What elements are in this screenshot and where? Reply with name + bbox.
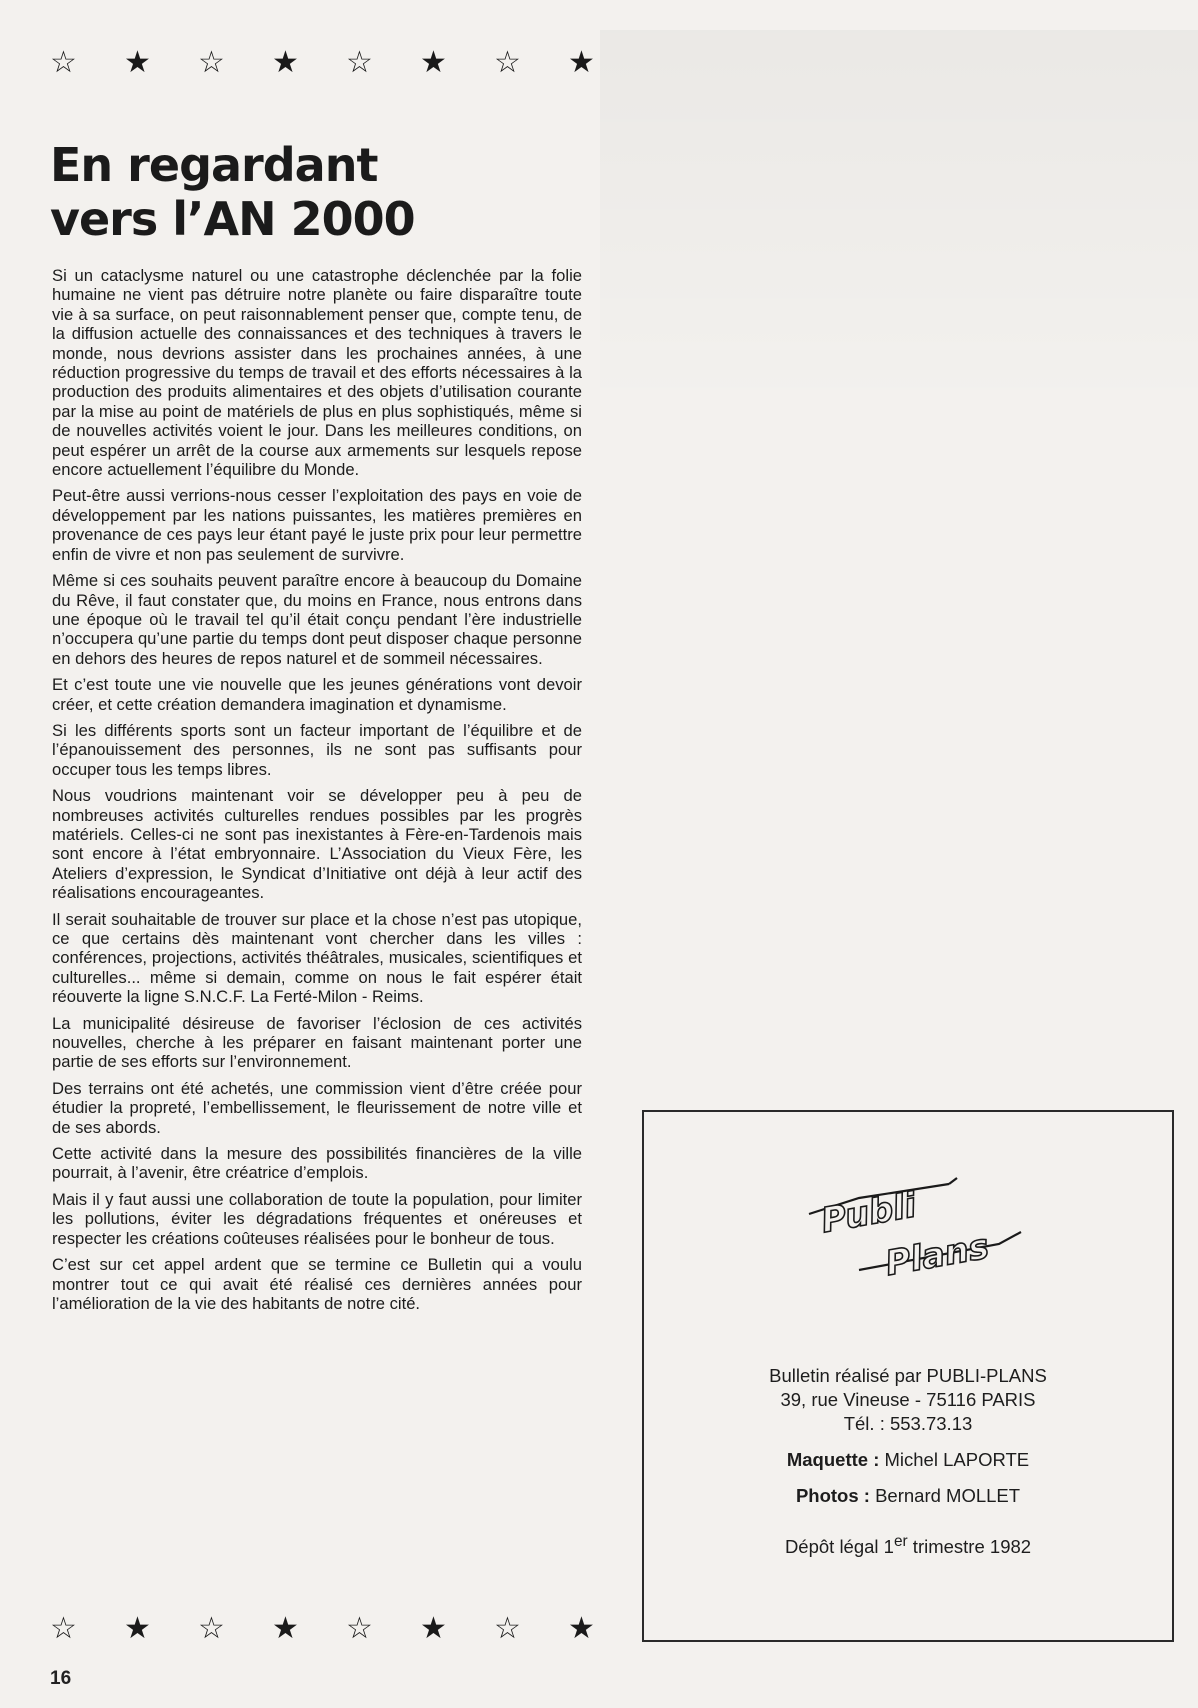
bottom-star-row: [50, 1611, 642, 1646]
star-outline-icon: ☆: [346, 45, 373, 80]
legal-text-end: trimestre 1982: [907, 1536, 1032, 1558]
page-number: 16: [50, 1668, 72, 1689]
star-filled-icon: ★: [420, 45, 447, 80]
article-paragraph: Des terrains ont été achetés, une commission vient d’être créée pour étudier la propreté, l’embellissement, le fleurissement de notre ville et de ses abords.: [52, 1078, 582, 1137]
star-outline-icon: ☆: [50, 45, 77, 80]
credits-box: [642, 1110, 1174, 1642]
star-outline-icon: ☆: [494, 1611, 521, 1646]
article-paragraph: Mais il y faut aussi une collaboration de toute la population, pour limiter les pollutions, éviter les dégradations fréquentes et onéreuses et respecter les créations coûteuses réalisées pour le bonheur de tous.: [52, 1189, 582, 1248]
star-filled-icon: ★: [272, 45, 299, 80]
show-through-shadow: [600, 30, 1198, 410]
star-filled-icon: ★: [124, 1611, 151, 1646]
logo-word-publi: Publi: [818, 1185, 920, 1242]
article-title: [50, 138, 610, 246]
article-paragraph: Et c’est toute une vie nouvelle que les jeunes générations vont devoir créer, et cette création demandera imagination et dynamisme.: [52, 675, 582, 714]
credits-text: [644, 1364, 1172, 1559]
article-paragraph: C’est sur cet appel ardent que se termine ce Bulletin qui a voulu montrer tout ce qui avait été réalisé ces dernières années pour l’amélioration de la vie des habitants de notre cité.: [52, 1255, 582, 1313]
article-body: [52, 266, 582, 1320]
star-filled-icon: ★: [124, 45, 151, 80]
article-title-line-1: En regardant: [50, 138, 378, 192]
credits-line-phone: Tél. : 553.73.13: [843, 1413, 973, 1434]
star-filled-icon: ★: [568, 45, 595, 80]
credits-line-address: 39, rue Vineuse - 75116 PARIS: [780, 1389, 1036, 1410]
article-paragraph: La municipalité désireuse de favoriser l’éclosion de ces activités nouvelles, cherche à les préparer en faisant maintenant porter une partie de ses efforts sur l’environnement.: [52, 1013, 582, 1072]
star-outline-icon: ☆: [198, 1611, 225, 1646]
credits-maquette: [644, 1448, 1172, 1472]
star-outline-icon: ☆: [198, 45, 225, 80]
star-filled-icon: ★: [568, 1611, 595, 1646]
article-paragraph: Si les différents sports sont un facteur important de l’équilibre et de l’épanouissement des personnes, ils ne sont pas suffisants pour occuper tous les temps libres.: [52, 720, 582, 779]
star-filled-icon: ★: [272, 1611, 299, 1646]
star-outline-icon: ☆: [494, 45, 521, 80]
legal-ordinal: er: [893, 1533, 908, 1550]
article-paragraph: Si un cataclysme naturel ou une catastrophe déclenchée par la folie humaine ne vient pas détruire notre planète ou faire disparaître toute vie à sa surface, on peut raisonnablement penser que, compte tenu, de la diffusion actuelle des connaissances et des techniques à travers le monde, nous devrions assister dans les prochaines années, à une réduction progressive du temps de travail et des efforts nécessaires à la production des produits alimentaires et des objets d’utilisation courante par la mise au point de matériels de plus en plus sophistiqués, même si de nouvelles activités voient le jour. Dans les meilleures conditions, on peut espérer un arrêt de la course aux armements sur lesquels repose encore actuellement l’équilibre du Monde.: [52, 266, 582, 480]
credits-photos: [644, 1484, 1172, 1508]
credits-legal-deposit: [644, 1530, 1172, 1559]
article-paragraph: Cette activité dans la mesure des possibilités financières de la ville pourrait, à l’avenir, être créatrice d’emplois.: [52, 1144, 582, 1183]
article-paragraph: Nous voudrions maintenant voir se développer peu à peu de nombreuses activités culturelles rendues possibles par les progrès matériels. Celles-ci ne sont pas inexistantes à Fère-en-Tardenois mais sont encore à l’état embryonnaire. L’Association du Vieux Fère, les Ateliers d’expression, le Syndicat d’Initiative ont déjà à leur actif des réalisations encourageantes.: [52, 786, 582, 903]
credits-maquette-label: Maquette :: [786, 1449, 880, 1470]
star-outline-icon: ☆: [346, 1611, 373, 1646]
article-title-line-2: vers l’AN 2000: [50, 192, 415, 246]
article-paragraph: Il serait souhaitable de trouver sur place et la chose n’est pas utopique, ce que certains dès maintenant vont chercher dans les villes : conférences, projections, activités théâtrales, musicales, scientifiques et culturelles... même si demain, comme on nous le fait espérer était réouverte la ligne S.N.C.F. La Ferté-Milon - Reims.: [52, 909, 582, 1007]
top-star-row: [50, 45, 642, 80]
credits-photos-label: Photos :: [795, 1485, 870, 1506]
legal-text-start: Dépôt légal 1: [784, 1536, 894, 1558]
credits-maquette-name: Michel LAPORTE: [884, 1449, 1030, 1470]
credits-photos-name: Bernard MOLLET: [875, 1485, 1021, 1506]
credits-line-publisher: Bulletin réalisé par PUBLI-PLANS: [769, 1365, 1047, 1386]
article-paragraph: Même si ces souhaits peuvent paraître encore à beaucoup du Domaine du Rêve, il faut constater que, du moins en France, nous entrons dans une époque où le travail tel qu’il était conçu pendant l’ère industrielle n’occupera qu’une partie du temps dont peut disposer chaque personne en dehors des heures de repos naturel et de sommeil nécessaires.: [52, 571, 582, 668]
logo-word-plans: Plans: [882, 1226, 992, 1284]
article-paragraph: Peut-être aussi verrions-nous cesser l’exploitation des pays en voie de développement par les nations puissantes, les matières premières en provenance de ces pays leur étant payé le juste prix pour leur permettre enfin de vivre et non pas seulement de survivre.: [52, 486, 582, 564]
star-outline-icon: ☆: [50, 1611, 77, 1646]
publi-plans-logo: [799, 1174, 1029, 1284]
star-filled-icon: ★: [420, 1611, 447, 1646]
